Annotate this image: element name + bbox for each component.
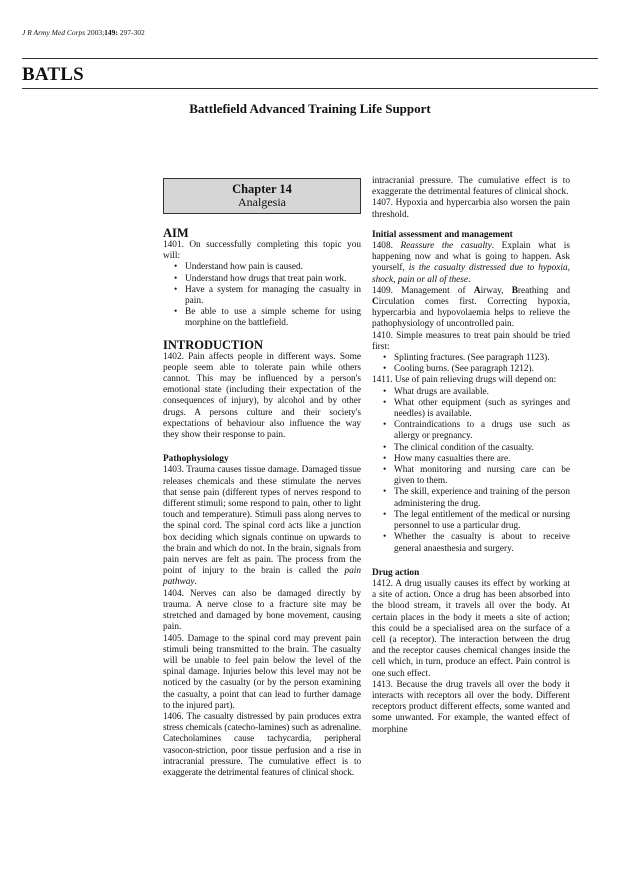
paragraph-1403: 1403. Trauma causes tissue damage. Damaged tissue releases chemicals and these stimulate the nerves that sense pain (different types of nerves respond to different stimuli; some respond to pain, other to light touch and temperature). Stimuli pass along nerves to the spinal cord. The spinal cord acts like a junction box deciding which signals continue on upwards to the brain and which do not. In the brain, signals from pain nerves are felt as pain. The process from the point of injury to the brain is called the pain pathway. — [163, 465, 361, 588]
paragraph-1404: 1404. Nerves can also be damaged directly by trauma. A nerve close to a fracture site may be stretched and damaged by bone movement, causing pain. — [163, 588, 361, 633]
paragraph-1410: 1410. Simple measures to treat pain should be tried first: — [372, 330, 570, 352]
paragraph-1411: 1411. Use of pain relieving drugs will depend on: — [372, 375, 557, 386]
introduction-heading: INTRODUCTION — [163, 337, 264, 352]
paragraph-1408: 1408. Reassure the casualty. Explain what is happening now and what is going to happen. Ask yourself, is the casualty distressed due to hypoxia, shock, pain or all of these. — [372, 241, 570, 285]
paragraph-1402: 1402. Pain affects people in different ways. Some people seem able to tolerate pain while others cannot. This may be influenced by a person's emotional state (including their expectation of the consequences of injury), by alcohol and by other drugs. A persons culture and their society's expectations of behaviour also influence the way they show their response to pain. — [163, 351, 361, 441]
list-item: • The clinical condition of the casualty. — [372, 443, 570, 454]
paragraph-1413: 1413. Because the drug travels all over the body it interacts with receptors all over the body. Different receptors product different effects, some wanted and some unwanted. For example, the wanted effect of morphine — [372, 679, 570, 735]
list-item: • The skill, experience and training of the person administering the drug. — [372, 487, 570, 509]
journal-volume: 149: — [104, 28, 118, 37]
section-rule — [22, 88, 598, 89]
chapter-subtitle: Analgesia — [238, 195, 286, 209]
chapter-box — [163, 178, 361, 214]
list-item: • The legal entitlement of the medical or nursing personnel to use a particular drug. — [372, 510, 570, 532]
list-item: • Understand how drugs that treat pain work. — [163, 274, 361, 285]
chapter-title: Chapter 14 — [232, 182, 292, 196]
journal-name: J R Army Med Corps — [22, 28, 86, 37]
list-item: • Understand how pain is caused. — [163, 262, 361, 273]
paragraph-1407: 1407. Hypoxia and hypercarbia also worsen the pain threshold. — [372, 198, 570, 220]
paragraph-1405: 1405. Damage to the spinal cord may prevent pain stimuli being transmitted to the brain. The casualty will be unable to feel pain below the level of the spinal damage. Injuries below this level may not be noticed by the casualty (or by the person examining the casualty, a point that can lead to further damage to the injured part). — [163, 633, 361, 711]
article-title: Battlefield Advanced Training Life Support — [189, 101, 431, 116]
list-item: • Contraindications to a drugs use such as allergy or pregnancy. — [372, 420, 570, 442]
section-label: BATLS — [22, 64, 84, 85]
paragraph-1406: 1406. The casualty distressed by pain produces extra stress chemicals (catecho-lamines) such as adrenaline. Catecholamines cause tachycardia, peripheral vasocon-striction, poor tissue perfusion and a rise in intracranial pressure. The cumulative effect is to exaggerate the detrimental features of clinical shock. — [163, 711, 361, 778]
journal-pages: 297-302 — [119, 28, 145, 37]
list-item: • What other equipment (such as syringes and needles) is available. — [372, 398, 570, 420]
right-column — [372, 176, 570, 736]
running-head — [22, 28, 145, 37]
drug-dependency-list — [372, 387, 570, 555]
list-item: • How many casualties there are. — [372, 454, 570, 465]
simple-measures-list — [372, 353, 570, 375]
paragraph-1406-continued: intracranial pressure. The cumulative effect is to exaggerate the detrimental features of clinical shock. — [372, 176, 570, 198]
list-item: • What drugs are available. — [372, 387, 570, 398]
list-item: • Splinting fractures. (See paragraph 1123). — [372, 353, 570, 364]
list-item: • What monitoring and nursing care can be given to them. — [372, 465, 570, 487]
list-item: • Whether the casualty is about to receive general anaesthesia and surgery. — [372, 532, 570, 554]
drug-action-heading: Drug action — [372, 567, 420, 578]
pathophysiology-heading: Pathophysiology — [163, 454, 229, 465]
initial-assessment-heading: Initial assessment and management — [372, 229, 513, 240]
aim-bullet-list — [163, 262, 361, 329]
top-rule — [22, 58, 598, 59]
paragraph-1401: 1401. On successfully completing this topic you will: — [163, 240, 361, 262]
list-item: • Cooling burns. (See paragraph 1212). — [372, 364, 570, 375]
aim-heading: AIM — [163, 226, 189, 240]
journal-year: 2003; — [87, 28, 105, 37]
left-column — [163, 178, 361, 790]
list-item: • Have a system for managing the casualty in pain. — [163, 285, 361, 307]
paragraph-1409: 1409. Management of Airway, Breathing and Circulation comes first. Correcting hypoxia, hypercarbia and hypovolaemia helps to relieve the pathophysiology of uncontrolled pain. — [372, 285, 570, 330]
list-item: • Be able to use a simple scheme for using morphine on the battlefield. — [163, 307, 361, 329]
paragraph-1412: 1412. A drug usually causes its effect by working at a site of action. Once a drug has been absorbed into the blood stream, it travels all over the body. At certain places in the body it meets a site of action; this could be a specialised area on the surface of a cell (a receptor). The interaction between the drug and the receptor causes chemical changes inside the cell which, in turn, produce an effect. Pain control is one such effect. — [372, 578, 570, 679]
